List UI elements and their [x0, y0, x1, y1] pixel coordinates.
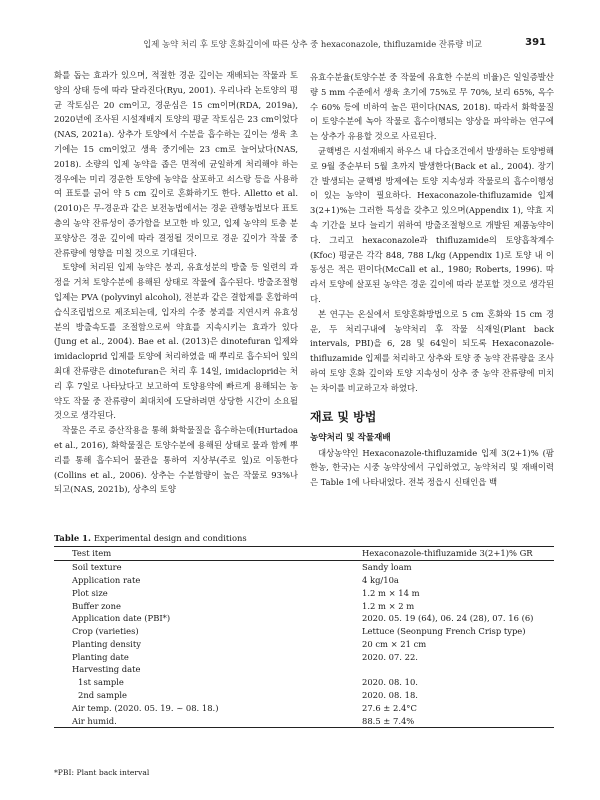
page-number: 391 — [525, 37, 546, 48]
table-row — [54, 663, 554, 676]
row-value: 2020. 08. 18. — [362, 689, 418, 700]
row-value — [362, 663, 554, 676]
row-item: Buffer zone — [72, 600, 121, 611]
row-item: Application rate — [72, 574, 141, 585]
body-paragraph: 유효수분율(토양수분 중 작물에 유효한 수분의 비율)은 일일증발산량 5 mm 수준에서 생육 초기에 75%로 무 70%, 보리 65%, 옥수수 60% 등에 비하여 높은 편이다(NAS, 2018). 따라서 화학물질이 토양수분에 녹아 작물로 흡수이행되는 양상을 파악하는 연구에는 상추가 유용할 것으로 사료된다. — [310, 72, 554, 142]
table-row — [54, 586, 554, 599]
row-item: Application date (PBI*) — [72, 613, 171, 624]
running-header-title: 입제 농약 처리 후 토양 혼화깊이에 따른 상추 중 hexaconazole, thifluzamide 잔류량 비교 — [143, 39, 482, 49]
table-row — [54, 650, 554, 663]
table-body — [54, 560, 554, 727]
body-paragraph: 화를 돕는 효과가 있으며, 적절한 경운 깊이는 재배되는 작물과 토양의 상태 등에 따라 달라진다(Ryu, 2001). 우리나라 논토양의 평균 작토심은 20 cm이고, 경운심은 15 cm이며(RDA, 2019a), 2020년에 조사된 시설재배지 토양의 평균 작토심은 23 cm이었다(NAS, 2021a). 상추가 토양에서 수분을 흡수하는 깊이는 생육 초기에는 15 cm이었고 생육 중기에는 23 cm로 늘어났다(NAS, 2018). 소량의 입제 농약을 좁은 면적에 균일하게 처리해야 하는 경우에는 미리 경운한 토양에 농약을 살포하고 쇠스랑 등을 사용하여 표토를 긁어 약 5 cm 깊이로 혼화하기도 한다. Alletto et al. (2010)은 무-경운과 같은 보전농법에서는 경운 관행농법보다 표토층의 농약 잔류성이 증가함을 보고한 바 있고, 입제 농약의 토층 분포양상은 경운 깊이에 따라 결정될 것이므로 경운 깊이가 작물 중 잔류량에 영향을 미칠 것으로 기대된다. — [54, 70, 298, 258]
row-value: 1.2 m × 2 m — [362, 600, 415, 611]
row-value: Sandy loam — [362, 562, 412, 573]
table-header-row — [54, 547, 554, 561]
table-caption-label: Table 1. — [54, 533, 91, 543]
header-test-item: Test item — [72, 548, 112, 559]
table-row — [54, 714, 554, 727]
row-item: 1st sample — [78, 677, 124, 688]
left-column — [54, 68, 298, 497]
row-value: Lettuce (Seonpung French Crisp type) — [362, 626, 526, 637]
row-value: 1.2 m × 14 m — [362, 587, 420, 598]
table-row — [54, 612, 554, 625]
table-row — [54, 701, 554, 714]
row-value: 88.5 ± 7.4% — [362, 715, 415, 726]
row-item: Plot size — [72, 587, 108, 598]
table-caption — [54, 533, 247, 543]
row-value: 2020. 07. 22. — [362, 651, 418, 662]
table-footnote: *PBI: Plant back interval — [54, 768, 150, 777]
table-row — [54, 637, 554, 650]
row-value: 2020. 05. 19 (64), 06. 24 (28), 07. 16 (6) — [362, 613, 534, 624]
body-paragraph: 토양에 처리된 입제 농약은 붕괴, 유효성분의 방출 등 일련의 과정을 거쳐 토양수분에 용해된 상태로 작물에 흡수된다. 방출조절형 입제는 PVA (polyvinyl alcohol), 전분과 같은 결합제를 혼합하여 습식조립법으로 제조되는데, 입자의 수중 붕괴를 지연시켜 유효성분의 방출속도를 조절함으로써 약효를 지속시키는 효과가 있다(Jung et al., 2004). Bae et al. (2013)은 dinotefuran 입제와 imidacloprid 입제를 토양에 처리하였을 때 뿌리로 흡수되어 잎의 최대 잔류량은 dinotefuran은 처리 후 14일, imidacloprid는 처리 후 7일로 나타났다고 보고하여 토양용약에 빠르게 용해되는 농약도 작물 중 잔류량이 최대치에 도달하려면 상당한 시간이 소요될 것으로 생각된다. — [54, 262, 298, 421]
row-item: 2nd sample — [78, 689, 127, 700]
running-header — [60, 38, 546, 54]
header-product: Hexaconazole-thifluzamide 3(2+1)% GR — [362, 548, 533, 559]
right-column — [310, 70, 554, 490]
row-item: Air humid. — [72, 715, 117, 726]
row-item: Planting density — [72, 638, 141, 649]
table-row — [54, 676, 554, 689]
body-paragraph: 본 연구는 온실에서 토양혼화방법으로 5 cm 혼화와 15 cm 경운, 두 처리구내에 농약처리 후 작물 식재일(Plant back intervals, PBI)을 6, 28 및 64일이 되도록 Hexaconazole-thifluzamide 입제를 처리하고 상추와 토양 중 농약 잔류량을 조사하여 토양 혼화 깊이와 토양 지속성이 상추 중 농약 잔류량에 미치는 차이를 비교하고자 하였다. — [310, 308, 554, 393]
row-value: 4 kg/10a — [362, 574, 399, 585]
row-value: 2020. 08. 10. — [362, 677, 418, 688]
table-row — [54, 599, 554, 612]
row-item: Air temp. (2020. 05. 19. ~ 08. 18.) — [72, 702, 219, 713]
table-row — [54, 689, 554, 702]
table-row — [54, 560, 554, 573]
experimental-design-table — [54, 546, 554, 728]
table-caption-text: Experimental design and conditions — [93, 533, 247, 543]
body-paragraph: 균핵병은 시설재배지 하우스 내 다습조건에서 발생하는 토양병해로 9월 중순부터 5월 초까지 발생한다(Back et al., 2004). 장기간 발생되는 균핵병 방제에는 토양 지속성과 작물로의 흡수이행성이 있는 농약이 필요하다. Hexaconazole-thifluzamide 입제 3(2+1)%는 그러한 특성을 갖추고 있으며(Appendix 1), 약효 지속 기간을 보다 늘리기 위하여 방출조절형으로 개발된 제품농약이다. 그리고 hexaconazole과 thifluzamide의 토양흡착계수(Kfoc) 평균은 각각 848, 788 L/kg (Appendix 1)로 토양 내 이동성은 적은 편이다(McCall et al., 1980; Roberts, 1996). 따라서 토양에 살포된 농약은 경운 깊이에 따라 분포할 것으로 생각된다. — [310, 145, 554, 304]
row-value: 27.6 ± 2.4°C — [362, 702, 417, 713]
section-heading: 재료 및 방법 — [310, 409, 377, 424]
table-row — [54, 574, 554, 587]
row-item: Planting date — [72, 651, 129, 662]
body-paragraph: 대상농약인 Hexaconazole-thifluzamide 입제 3(2+1)% (팜한농, 한국)는 시중 농약상에서 구입하였고, 농약처리 및 재배이력은 Table 1에 나타내었다. 전북 정읍시 신태인읍 백 — [310, 447, 554, 488]
row-item: Crop (varieties) — [72, 626, 139, 637]
row-value: 20 cm × 21 cm — [362, 638, 427, 649]
row-item: Soil texture — [72, 562, 122, 573]
subsection-heading: 농약처리 및 작물재배 — [310, 432, 391, 443]
table-row — [54, 625, 554, 638]
body-paragraph: 작물은 주로 증산작용을 통해 화학물질을 흡수하는데(Hurtadoa et al., 2016), 화학물질은 토양수분에 용해된 상태로 물과 함께 뿌리를 통해 흡수되어 물관을 통하여 지상부(주로 잎)로 이동한다(Collins et al., 2006). 상추는 수분함량이 높은 작물로 93%나 되고(NAS, 2021b), 상추의 토양 — [54, 425, 298, 495]
row-item: Harvesting date — [72, 664, 141, 675]
